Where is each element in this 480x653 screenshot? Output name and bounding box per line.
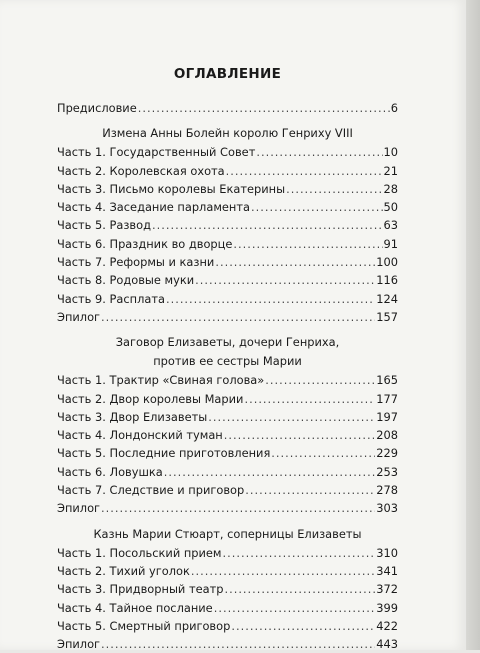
dot-leader bbox=[245, 481, 375, 499]
toc-entry-page: 372 bbox=[376, 582, 398, 597]
toc-entry-page: 443 bbox=[376, 637, 398, 652]
toc-entry bbox=[57, 271, 398, 289]
toc-entry bbox=[57, 162, 398, 180]
section-spacer bbox=[57, 518, 398, 525]
toc-entry-page: 6 bbox=[390, 101, 398, 115]
toc-entry-label: Часть 6. Праздник во дворце bbox=[57, 236, 233, 251]
toc-entry bbox=[57, 499, 398, 517]
title-spacer bbox=[57, 85, 398, 99]
toc-entry-page: 253 bbox=[376, 464, 398, 479]
toc-entry-page: 422 bbox=[376, 618, 398, 633]
toc-entry bbox=[57, 290, 398, 308]
toc-entry-page: 177 bbox=[376, 391, 398, 406]
toc-entry-label: Часть 3. Придворный театр bbox=[57, 582, 224, 597]
toc-entry-label: Часть 6. Ловушка bbox=[57, 464, 163, 479]
toc-sections bbox=[57, 124, 398, 653]
toc-entry-label: Часть 1. Трактир «Свиная голова» bbox=[57, 373, 265, 388]
toc-entry-page: 157 bbox=[376, 309, 398, 324]
dot-leader bbox=[265, 371, 375, 389]
dot-leader bbox=[164, 463, 375, 481]
dot-leader bbox=[101, 308, 375, 326]
dot-leader bbox=[152, 216, 383, 234]
toc-entry-page: 50 bbox=[383, 200, 398, 215]
toc-entry-label: Часть 7. Следствие и приговор bbox=[57, 483, 245, 498]
toc-entry-page: 303 bbox=[376, 501, 398, 516]
toc-title: ОГЛАВЛЕНИЕ bbox=[173, 66, 282, 82]
dot-leader bbox=[195, 271, 375, 289]
toc-entry-label: Часть 2. Двор королевы Марии bbox=[57, 391, 244, 406]
toc-entry bbox=[57, 444, 398, 462]
dot-leader bbox=[223, 544, 376, 562]
toc-entry-page: 21 bbox=[383, 163, 398, 178]
dot-leader bbox=[191, 562, 375, 580]
toc-entry-page: 10 bbox=[383, 145, 398, 160]
dot-leader bbox=[208, 408, 375, 426]
toc-entry-label: Часть 4. Заседание парламента bbox=[57, 200, 250, 215]
toc-entry bbox=[57, 308, 398, 326]
toc-entry-preface bbox=[57, 99, 398, 117]
toc-entry bbox=[57, 562, 398, 580]
section-title: Заговор Елизаветы, дочери Генриха, bbox=[115, 335, 340, 350]
toc-entry-label: Часть 9. Расплата bbox=[57, 291, 165, 306]
toc-entry-label: Часть 1. Государственный Совет bbox=[57, 145, 256, 160]
toc-entry-page: 399 bbox=[376, 600, 398, 615]
toc-entry bbox=[57, 371, 398, 389]
toc-entry bbox=[57, 253, 398, 271]
dot-leader bbox=[101, 499, 375, 517]
toc-entry bbox=[57, 408, 398, 426]
toc-entry-page: 116 bbox=[376, 273, 398, 288]
toc-entry-label: Часть 4. Тайное послание bbox=[57, 600, 213, 615]
dot-leader bbox=[226, 162, 383, 180]
dot-leader bbox=[101, 635, 375, 653]
toc-entry-label: Часть 2. Королевская охота bbox=[57, 163, 225, 178]
toc-entry bbox=[57, 216, 398, 234]
toc-entry-label: Часть 3. Письмо королевы Екатерины bbox=[57, 181, 286, 196]
toc-entry-page: 278 bbox=[376, 483, 398, 498]
toc-entry-label: Часть 4. Лондонский туман bbox=[57, 428, 223, 443]
toc-entry bbox=[57, 580, 398, 598]
toc-entry-label: Часть 5. Развод bbox=[57, 218, 151, 233]
toc-entry bbox=[57, 198, 398, 216]
section-spacer bbox=[57, 117, 398, 124]
toc-entry-label: Часть 5. Смертный приговор bbox=[57, 618, 231, 633]
toc-entry bbox=[57, 617, 398, 635]
toc-entry-label: Предисловие bbox=[57, 101, 137, 115]
toc-entry-page: 63 bbox=[383, 218, 398, 233]
toc-entry-label: Эпилог bbox=[57, 637, 101, 652]
dot-leader bbox=[166, 290, 375, 308]
dot-leader bbox=[256, 143, 382, 161]
toc-entry bbox=[57, 463, 398, 481]
toc-entry bbox=[57, 635, 398, 653]
table-of-contents bbox=[57, 63, 398, 653]
toc-entry bbox=[57, 390, 398, 408]
toc-entry-page: 91 bbox=[383, 236, 398, 251]
toc-entry bbox=[57, 599, 398, 617]
dot-leader bbox=[138, 99, 390, 117]
toc-entry-page: 341 bbox=[376, 563, 398, 578]
toc-entry-label: Часть 7. Реформы и казни bbox=[57, 255, 215, 270]
dot-leader bbox=[224, 426, 376, 444]
toc-entry-label: Часть 5. Последние приготовления bbox=[57, 446, 271, 461]
toc-entry-page: 197 bbox=[376, 409, 398, 424]
toc-entry bbox=[57, 544, 398, 562]
toc-entry-label: Часть 2. Тихий уголок bbox=[57, 563, 190, 578]
dot-leader bbox=[231, 617, 375, 635]
toc-entry-page: 208 bbox=[376, 428, 398, 443]
dot-leader bbox=[271, 444, 375, 462]
toc-entry-page: 229 bbox=[376, 446, 398, 461]
toc-entry bbox=[57, 481, 398, 499]
toc-entry-label: Часть 8. Родовые муки bbox=[57, 273, 195, 288]
section-title: Измена Анны Болейн королю Генриху VIII bbox=[102, 126, 353, 141]
toc-entry bbox=[57, 426, 398, 444]
dot-leader bbox=[286, 180, 382, 198]
dot-leader bbox=[215, 253, 375, 271]
dot-leader bbox=[224, 580, 375, 598]
section-title: Казнь Марии Стюарт, соперницы Елизаветы bbox=[93, 526, 362, 541]
toc-entry bbox=[57, 143, 398, 161]
toc-entry-page: 28 bbox=[383, 181, 398, 196]
toc-entry-label: Часть 3. Двор Елизаветы bbox=[57, 409, 208, 424]
toc-entry-page: 310 bbox=[376, 545, 398, 560]
dot-leader bbox=[214, 599, 376, 617]
toc-entry-page: 100 bbox=[376, 255, 398, 270]
toc-entry bbox=[57, 180, 398, 198]
toc-entry-label: Эпилог bbox=[57, 309, 101, 324]
toc-entry-label: Эпилог bbox=[57, 501, 101, 516]
toc-entry-label: Часть 1. Посольский прием bbox=[57, 545, 222, 560]
dot-leader bbox=[233, 235, 382, 253]
page-edge bbox=[466, 0, 480, 650]
toc-entry-page: 165 bbox=[376, 373, 398, 388]
section-spacer bbox=[57, 326, 398, 333]
dot-leader bbox=[244, 390, 375, 408]
dot-leader bbox=[251, 198, 383, 216]
section-title: против ее сестры Марии bbox=[153, 354, 302, 369]
toc-entry-page: 124 bbox=[376, 291, 398, 306]
toc-entry bbox=[57, 235, 398, 253]
